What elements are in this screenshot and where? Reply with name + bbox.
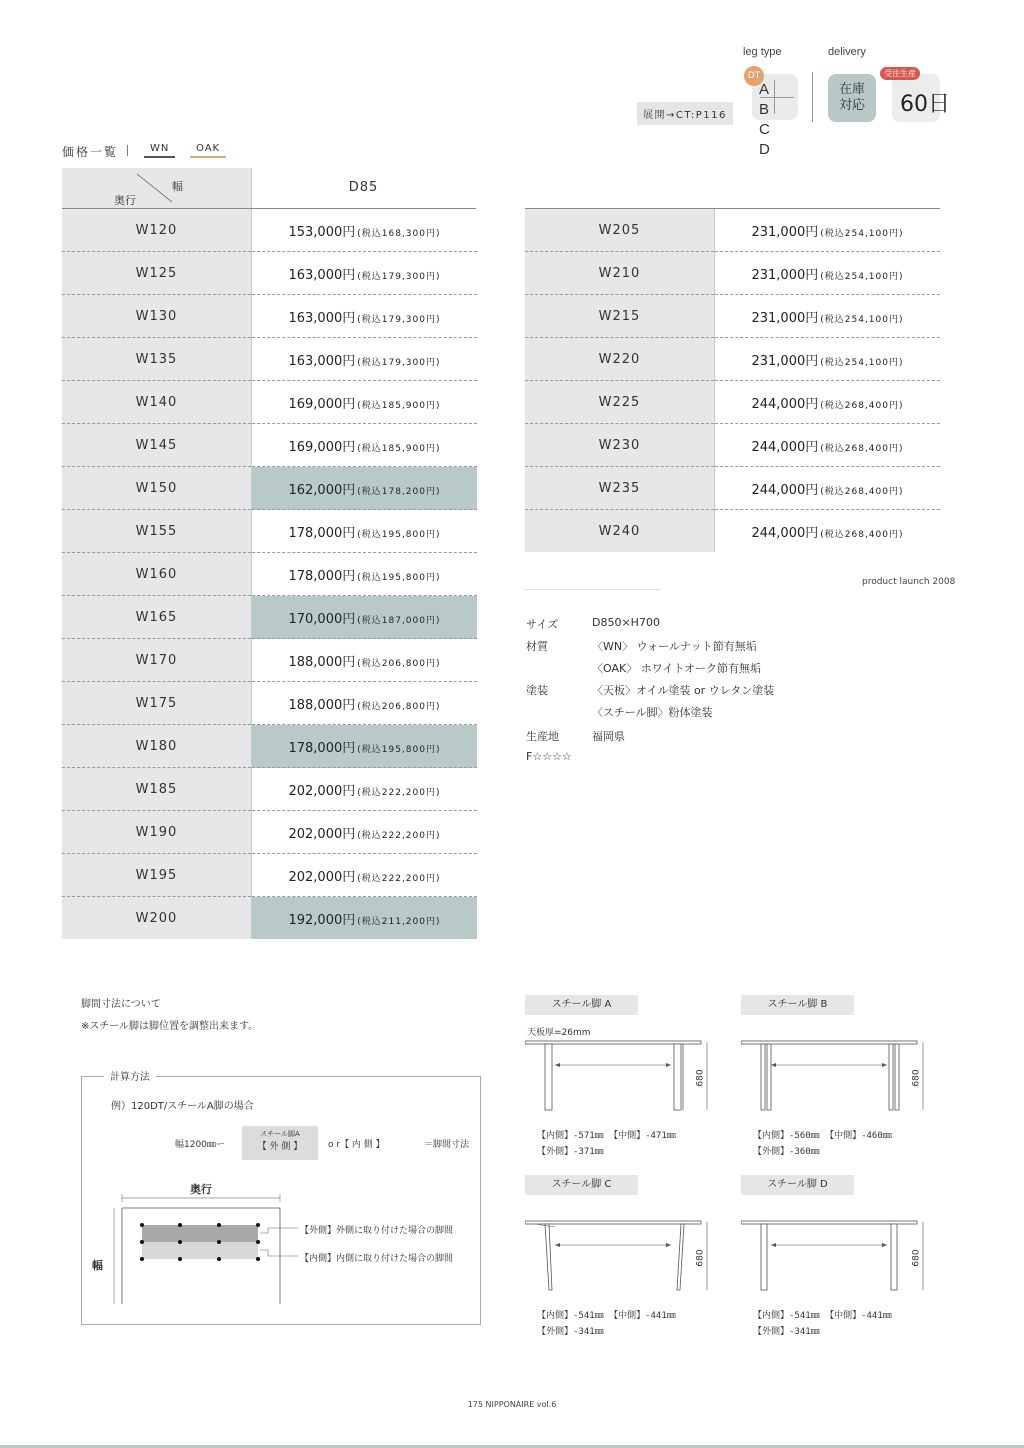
diagram-depth-label: 奥行 — [190, 1183, 212, 1196]
width-cell: W235 — [525, 467, 715, 510]
table-row — [62, 381, 477, 424]
leg-dimension-line1: 【内側】-571㎜ 【中側】-471㎜ — [537, 1131, 676, 1141]
table-row — [62, 596, 477, 639]
width-cell: W210 — [525, 252, 715, 295]
price-tax-included: (税込254,100円) — [820, 228, 904, 239]
width-cell: W120 — [62, 209, 252, 252]
price-cell — [715, 510, 941, 553]
leg-name-tag: スチール脚 D — [741, 1175, 854, 1195]
leg-height: 680 — [695, 1069, 706, 1087]
price-cell — [252, 510, 478, 553]
price-cell — [715, 338, 941, 381]
leg-name-tag: スチール脚 B — [741, 995, 854, 1015]
price-tax-included: (税込254,100円) — [820, 271, 904, 282]
width-cell: W160 — [62, 553, 252, 596]
spec-key: 材質 — [526, 640, 548, 653]
spec-divider — [525, 589, 660, 590]
table-corner-header — [62, 168, 252, 209]
price-value: 202,000円 — [288, 869, 356, 885]
leg-dimension-line2: 【外側】-360㎜ — [753, 1147, 820, 1157]
price-tax-included: (税込195,800円) — [357, 744, 441, 755]
calc-title: 計算方法 — [104, 1068, 156, 1083]
calc-width-eq: 幅1200㎜ー — [175, 1140, 225, 1150]
price-value: 163,000円 — [288, 310, 356, 326]
width-cell: W200 — [62, 897, 252, 940]
width-cell: W195 — [62, 854, 252, 897]
price-cell — [252, 768, 478, 811]
price-value: 192,000円 — [288, 912, 356, 928]
table-row — [525, 467, 940, 510]
table-row — [62, 639, 477, 682]
price-value: 169,000円 — [288, 396, 356, 412]
table-row — [62, 811, 477, 854]
spec-key: 生産地 — [526, 730, 559, 743]
price-cell — [715, 424, 941, 467]
calc-example: 例）120DT/スチールA脚の場合 — [111, 1101, 254, 1112]
price-value: 153,000円 — [288, 224, 356, 240]
table-row — [525, 209, 940, 252]
spec-value: D850×H700 — [592, 616, 660, 629]
leg-height: 680 — [695, 1249, 706, 1267]
table-row — [62, 424, 477, 467]
price-value: 170,000円 — [288, 611, 356, 627]
stock-line1: 在庫 — [838, 82, 865, 97]
title-separator — [127, 145, 128, 156]
price-cell — [252, 596, 478, 639]
price-tax-included: (税込179,300円) — [357, 357, 441, 368]
price-tax-included: (税込268,400円) — [820, 400, 904, 411]
width-cell: W180 — [62, 725, 252, 768]
spec-value: 〈WN〉 ウォールナット節有無垢 — [592, 640, 757, 653]
width-cell: W240 — [525, 510, 715, 553]
order-badge: 受注生産 — [880, 67, 920, 80]
spec-value: 〈OAK〉 ホワイトオーク節有無垢 — [592, 662, 762, 675]
leg-letter-b: B — [759, 101, 770, 118]
table-row — [62, 295, 477, 338]
price-cell — [252, 725, 478, 768]
leg-height: 680 — [911, 1069, 922, 1087]
width-cell: W185 — [62, 768, 252, 811]
outer-box — [242, 1126, 318, 1160]
price-tax-included: (税込206,800円) — [357, 701, 441, 712]
spec-value: 〈スチール脚〉粉体塗装 — [592, 706, 713, 719]
price-value: 231,000円 — [751, 353, 819, 369]
price-value: 202,000円 — [288, 826, 356, 842]
price-tax-included: (税込222,200円) — [357, 787, 441, 798]
price-value: 178,000円 — [288, 525, 356, 541]
tab-wn[interactable]: WN — [144, 143, 175, 158]
price-value: 231,000円 — [751, 267, 819, 283]
price-tax-included: (税込168,300円) — [357, 228, 441, 239]
width-cell: W225 — [525, 381, 715, 424]
price-cell — [252, 811, 478, 854]
price-value: 244,000円 — [751, 525, 819, 541]
price-tax-included: (税込268,400円) — [820, 486, 904, 497]
diagram-width-label: 幅 — [92, 1259, 103, 1272]
price-value: 188,000円 — [288, 654, 356, 670]
price-cell — [252, 424, 478, 467]
delivery-label: delivery — [828, 46, 866, 58]
price-value: 244,000円 — [751, 396, 819, 412]
price-table-right — [525, 209, 940, 552]
price-cell — [252, 897, 478, 940]
table-row — [525, 510, 940, 553]
price-tax-included: (税込179,300円) — [357, 271, 441, 282]
header-divider — [812, 72, 813, 122]
price-cell — [252, 338, 478, 381]
price-cell — [252, 553, 478, 596]
spec-key: サイズ — [526, 618, 559, 631]
leg-position-diagram — [108, 1192, 308, 1312]
leg-letters — [759, 80, 770, 160]
spec-value: 福岡県 — [592, 730, 625, 743]
product-launch: product launch 2008 — [862, 577, 956, 587]
price-tax-included: (税込195,800円) — [357, 529, 441, 540]
width-cell: W155 — [62, 510, 252, 553]
leg-letter-c: C — [759, 121, 770, 138]
table-row — [62, 725, 477, 768]
price-cell — [252, 295, 478, 338]
price-tax-included: (税込185,900円) — [357, 443, 441, 454]
table-row — [62, 467, 477, 510]
table-row — [525, 252, 940, 295]
depth-header: 奥行 — [114, 194, 136, 207]
leg-height: 680 — [911, 1249, 922, 1267]
calc-result: ＝脚間寸法 — [424, 1140, 470, 1150]
outer-description: 【外側】外側に取り付けた場合の脚間 — [300, 1226, 454, 1236]
price-tax-included: (税込195,800円) — [357, 572, 441, 583]
diagonal-line — [62, 168, 251, 208]
width-cell: W230 — [525, 424, 715, 467]
price-tax-included: (税込185,900円) — [357, 400, 441, 411]
price-tax-included: (税込222,200円) — [357, 830, 441, 841]
width-cell: W165 — [62, 596, 252, 639]
leg-dimension-line1: 【内側】-541㎜ 【中側】-441㎜ — [753, 1311, 892, 1321]
price-cell — [252, 639, 478, 682]
leg-dimension-line1: 【内側】-541㎜ 【中側】-441㎜ — [537, 1311, 676, 1321]
leg-dimension-line2: 【外側】-371㎜ — [537, 1147, 604, 1157]
table-row — [525, 295, 940, 338]
table-row — [62, 897, 477, 940]
table-row — [62, 209, 477, 252]
price-value: 162,000円 — [288, 482, 356, 498]
price-value: 202,000円 — [288, 783, 356, 799]
price-tax-included: (税込268,400円) — [820, 529, 904, 540]
width-cell: W145 — [62, 424, 252, 467]
price-value: 163,000円 — [288, 353, 356, 369]
price-list-title: 価格一覧 — [62, 145, 119, 159]
table-row — [525, 381, 940, 424]
spec-key: F☆☆☆☆ — [526, 750, 572, 763]
width-cell: W150 — [62, 467, 252, 510]
table-row — [525, 424, 940, 467]
price-tax-included: (税込179,300円) — [357, 314, 441, 325]
price-tax-included: (税込178,200円) — [357, 486, 441, 497]
price-tax-included: (税込211,200円) — [357, 916, 441, 927]
price-tax-included: (税込222,200円) — [357, 873, 441, 884]
width-cell: W130 — [62, 295, 252, 338]
width-cell: W175 — [62, 682, 252, 725]
price-value: 231,000円 — [751, 310, 819, 326]
price-cell — [715, 295, 941, 338]
price-cell — [715, 252, 941, 295]
table-row — [62, 252, 477, 295]
table-row — [62, 553, 477, 596]
spec-value: 〈天板〉オイル塗装 or ウレタン塗装 — [592, 684, 775, 697]
price-tax-included: (税込206,800円) — [357, 658, 441, 669]
price-value: 178,000円 — [288, 740, 356, 756]
width-cell: W215 — [525, 295, 715, 338]
catalog-reference: 展開→CT:P116 — [637, 102, 733, 125]
table-row — [62, 768, 477, 811]
calc-or-inner: o r【 内 側 】 — [328, 1140, 385, 1150]
width-cell: W190 — [62, 811, 252, 854]
price-cell — [252, 467, 478, 510]
table-row — [525, 338, 940, 381]
width-cell: W170 — [62, 639, 252, 682]
inner-description: 【内側】内側に取り付けた場合の脚間 — [300, 1254, 454, 1264]
top-thickness: 天板厚=26mm — [527, 1028, 591, 1038]
leg-type-label: leg type — [743, 46, 782, 58]
width-cell: W220 — [525, 338, 715, 381]
price-value: 178,000円 — [288, 568, 356, 584]
leg-notes-title: 脚間寸法について — [81, 999, 161, 1010]
leg-dimension-line2: 【外側】-341㎜ — [753, 1327, 820, 1337]
tab-oak[interactable]: OAK — [190, 143, 226, 158]
price-tax-included: (税込187,000円) — [357, 615, 441, 626]
leg-letter-d: D — [759, 141, 770, 158]
dt-badge: DT — [744, 66, 764, 86]
table-row — [62, 854, 477, 897]
delivery-days: 60日 — [900, 92, 950, 117]
table-row — [62, 338, 477, 381]
outer-label: 【 外 側 】 — [257, 1142, 303, 1152]
price-tax-included: (税込254,100円) — [820, 314, 904, 325]
leg-dimension-line1: 【内側】-560㎜ 【中側】-460㎜ — [753, 1131, 892, 1141]
price-value: 244,000円 — [751, 482, 819, 498]
table-row — [62, 510, 477, 553]
width-cell: W125 — [62, 252, 252, 295]
spec-key: 塗装 — [526, 684, 548, 697]
price-cell — [252, 381, 478, 424]
price-value: 244,000円 — [751, 439, 819, 455]
column-header-d85: D85 — [348, 180, 379, 195]
price-value: 169,000円 — [288, 439, 356, 455]
width-header: 幅 — [172, 180, 183, 193]
price-cell — [252, 209, 478, 252]
price-cell — [252, 854, 478, 897]
price-table-left — [62, 209, 477, 939]
column-header-cell — [251, 168, 476, 209]
table-row — [62, 682, 477, 725]
price-cell — [252, 252, 478, 295]
leg-letter-a: A — [759, 81, 770, 98]
price-cell — [715, 467, 941, 510]
stock-box — [828, 74, 876, 122]
price-value: 188,000円 — [288, 697, 356, 713]
price-cell — [252, 682, 478, 725]
price-value: 163,000円 — [288, 267, 356, 283]
price-cell — [715, 381, 941, 424]
leg-name-tag: スチール脚 A — [525, 995, 638, 1015]
leg-dimension-line2: 【外側】-341㎜ — [537, 1327, 604, 1337]
page-footer: 175 NIPPONAIRE vol.6 — [467, 1400, 557, 1409]
leg-name-tag: スチール脚 C — [525, 1175, 638, 1195]
stock-line2: 対応 — [838, 98, 865, 113]
price-tax-included: (税込254,100円) — [820, 357, 904, 368]
width-cell: W205 — [525, 209, 715, 252]
width-cell: W140 — [62, 381, 252, 424]
leg-notes-note: ※スチール脚は脚位置を調整出来ます。 — [81, 1021, 259, 1032]
outer-small-label: スチール脚A — [260, 1130, 300, 1138]
price-tax-included: (税込268,400円) — [820, 443, 904, 454]
width-cell: W135 — [62, 338, 252, 381]
price-cell — [715, 209, 941, 252]
price-value: 231,000円 — [751, 224, 819, 240]
